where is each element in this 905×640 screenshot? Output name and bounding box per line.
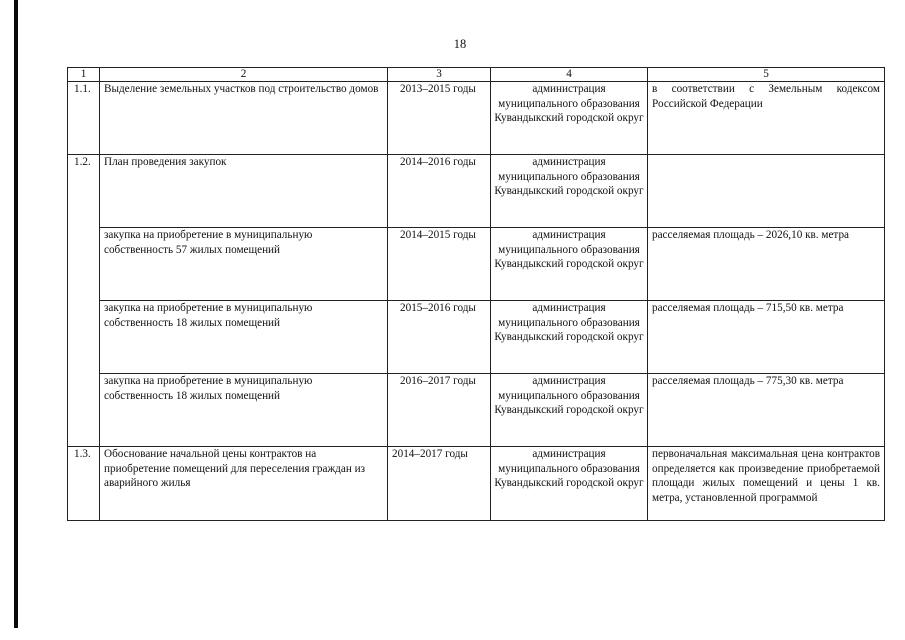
row-number: 1.3.: [68, 447, 100, 521]
table-row: [68, 447, 885, 521]
measure-executor: администрация муниципального образования Кувандыкский городской округ: [491, 374, 648, 447]
measure-period: 2013–2015 годы: [388, 82, 491, 155]
table-row: [68, 82, 885, 155]
table-row: [68, 155, 885, 228]
measure-note: [648, 155, 885, 228]
measure-period: 2014–2016 годы: [388, 155, 491, 228]
row-number: [68, 374, 100, 447]
program-measures-table: [67, 67, 885, 521]
column-header-2: 2: [100, 68, 388, 82]
scan-edge-line: [14, 0, 18, 628]
measure-executor: администрация муниципального образования Кувандыкский городской округ: [491, 82, 648, 155]
measure-executor: администрация муниципального образования Кувандыкский городской округ: [491, 228, 648, 301]
measure-name: Обоснование начальной цены контрактов на приобретение помещений для переселения граждан из аварийного жилья: [100, 447, 388, 521]
table-row: [68, 301, 885, 374]
row-number: 1.1.: [68, 82, 100, 155]
measure-note: расселяемая площадь – 715,50 кв. метра: [648, 301, 885, 374]
table-row: [68, 228, 885, 301]
measure-note: в соответствии с Земельным кодексом Российской Федерации: [648, 82, 885, 155]
measure-note: расселяемая площадь – 2026,10 кв. метра: [648, 228, 885, 301]
measure-period: 2014–2015 годы: [388, 228, 491, 301]
measure-executor: администрация муниципального образования Кувандыкский городской округ: [491, 155, 648, 228]
measure-name: План проведения закупок: [100, 155, 388, 228]
measure-note: первоначальная максимальная цена контрактов определяется как произведение приобретаемой площади жилых помещений и цены 1 кв. метра, установленной программой: [648, 447, 885, 521]
measure-period: 2015–2016 годы: [388, 301, 491, 374]
row-number: [68, 301, 100, 374]
measure-executor: администрация муниципального образования Кувандыкский городской округ: [491, 301, 648, 374]
table-row: [68, 374, 885, 447]
column-header-5: 5: [648, 68, 885, 82]
measure-name: закупка на приобретение в муниципальную собственность 18 жилых помещений: [100, 301, 388, 374]
page-number: 18: [453, 37, 467, 51]
table-header-row: [68, 68, 885, 82]
measure-note: расселяемая площадь – 775,30 кв. метра: [648, 374, 885, 447]
row-number: [68, 228, 100, 301]
measure-period: 2016–2017 годы: [388, 374, 491, 447]
measure-name: Выделение земельных участков под строительство домов: [100, 82, 388, 155]
measure-name: закупка на приобретение в муниципальную собственность 57 жилых помещений: [100, 228, 388, 301]
column-header-3: 3: [388, 68, 491, 82]
column-header-4: 4: [491, 68, 648, 82]
column-header-1: 1: [68, 68, 100, 82]
measure-executor: администрация муниципального образования Кувандыкский городской округ: [491, 447, 648, 521]
row-number: 1.2.: [68, 155, 100, 228]
measure-name: закупка на приобретение в муниципальную собственность 18 жилых помещений: [100, 374, 388, 447]
measure-period: 2014–2017 годы: [388, 447, 491, 521]
